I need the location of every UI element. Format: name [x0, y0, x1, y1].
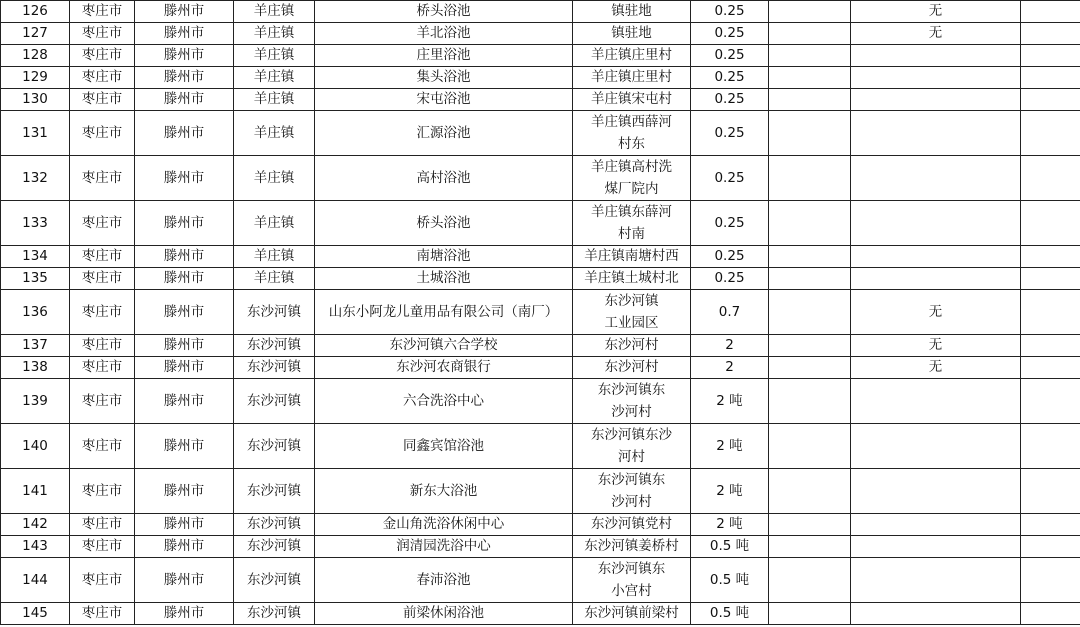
blank-cell	[1021, 111, 1080, 156]
unit-name-cell: 庄里浴池	[315, 45, 573, 67]
unit-name-cell: 金山角洗浴休闲中心	[315, 514, 573, 536]
address-line: 村南	[618, 226, 645, 242]
address-line: 羊庄镇东薛河	[591, 204, 672, 220]
address-line: 煤厂院内	[604, 181, 659, 197]
town-cell: 东沙河镇	[234, 379, 315, 424]
unit-name-cell: 集头浴池	[315, 67, 573, 89]
address-line: 羊庄镇宋屯村	[591, 91, 672, 107]
county-cell: 滕州市	[135, 536, 234, 558]
city-cell: 枣庄市	[70, 379, 135, 424]
blank-cell	[769, 379, 851, 424]
address-line: 东沙河镇东	[597, 472, 666, 488]
row-number: 138	[1, 357, 70, 379]
town-cell: 羊庄镇	[234, 268, 315, 290]
remark-cell	[851, 558, 1021, 603]
address-cell	[573, 268, 691, 290]
address-cell	[573, 469, 691, 514]
unit-name-cell: 桥头浴池	[315, 201, 573, 246]
address-line: 东沙河镇东	[597, 561, 666, 577]
blank-cell	[769, 514, 851, 536]
blank-cell	[769, 558, 851, 603]
remark-cell: 无	[851, 335, 1021, 357]
unit-name-cell: 六合洗浴中心	[315, 379, 573, 424]
table-row	[1, 469, 1080, 514]
remark-cell	[851, 111, 1021, 156]
city-cell: 枣庄市	[70, 335, 135, 357]
address-cell	[573, 290, 691, 335]
address-cell	[573, 357, 691, 379]
address-line: 东沙河镇党村	[591, 516, 672, 532]
county-cell: 滕州市	[135, 357, 234, 379]
town-cell: 东沙河镇	[234, 558, 315, 603]
scale-cell: 0.25	[691, 156, 769, 201]
town-cell: 羊庄镇	[234, 23, 315, 45]
address-cell	[573, 156, 691, 201]
blank-cell	[1021, 536, 1080, 558]
unit-name-cell: 桥头浴池	[315, 1, 573, 23]
blank-cell	[1021, 156, 1080, 201]
unit-name-cell: 宋屯浴池	[315, 89, 573, 111]
town-cell: 羊庄镇	[234, 111, 315, 156]
scale-cell: 0.5 吨	[691, 558, 769, 603]
row-number: 135	[1, 268, 70, 290]
address-line: 羊庄镇高村洗	[591, 159, 672, 175]
remark-cell: 无	[851, 1, 1021, 23]
address-line: 东沙河镇	[604, 293, 659, 309]
county-cell: 滕州市	[135, 1, 234, 23]
blank-cell	[1021, 268, 1080, 290]
address-line: 沙河村	[611, 404, 652, 420]
city-cell: 枣庄市	[70, 536, 135, 558]
town-cell: 羊庄镇	[234, 67, 315, 89]
row-number: 136	[1, 290, 70, 335]
table-row	[1, 514, 1080, 536]
remark-cell	[851, 201, 1021, 246]
remark-cell	[851, 268, 1021, 290]
address-line: 小宫村	[611, 583, 652, 599]
town-cell: 东沙河镇	[234, 424, 315, 469]
county-cell: 滕州市	[135, 89, 234, 111]
blank-cell	[769, 469, 851, 514]
row-number: 143	[1, 536, 70, 558]
blank-cell	[1021, 558, 1080, 603]
blank-cell	[769, 246, 851, 268]
county-cell: 滕州市	[135, 335, 234, 357]
remark-cell	[851, 89, 1021, 111]
blank-cell	[769, 603, 851, 625]
address-cell	[573, 514, 691, 536]
address-line: 羊庄镇土城村北	[584, 270, 679, 286]
unit-name-cell: 润清园洗浴中心	[315, 536, 573, 558]
table-row	[1, 379, 1080, 424]
county-cell: 滕州市	[135, 290, 234, 335]
remark-cell: 无	[851, 357, 1021, 379]
remark-cell	[851, 536, 1021, 558]
unit-name-cell: 高村浴池	[315, 156, 573, 201]
unit-name-cell: 前梁休闲浴池	[315, 603, 573, 625]
remark-cell	[851, 379, 1021, 424]
table-row	[1, 268, 1080, 290]
city-cell: 枣庄市	[70, 1, 135, 23]
address-cell	[573, 89, 691, 111]
remark-cell	[851, 424, 1021, 469]
city-cell: 枣庄市	[70, 89, 135, 111]
address-cell	[573, 201, 691, 246]
row-number: 141	[1, 469, 70, 514]
town-cell: 东沙河镇	[234, 536, 315, 558]
city-cell: 枣庄市	[70, 246, 135, 268]
blank-cell	[769, 536, 851, 558]
county-cell: 滕州市	[135, 379, 234, 424]
county-cell: 滕州市	[135, 268, 234, 290]
blank-cell	[1021, 67, 1080, 89]
table-row	[1, 201, 1080, 246]
scale-cell: 2 吨	[691, 514, 769, 536]
unit-name-cell: 东沙河农商银行	[315, 357, 573, 379]
address-cell	[573, 246, 691, 268]
county-cell: 滕州市	[135, 603, 234, 625]
county-cell: 滕州市	[135, 469, 234, 514]
table-row	[1, 246, 1080, 268]
address-line: 东沙河镇东沙	[591, 427, 672, 443]
row-number: 139	[1, 379, 70, 424]
city-cell: 枣庄市	[70, 23, 135, 45]
address-line: 羊庄镇庄里村	[591, 69, 672, 85]
table-row	[1, 45, 1080, 67]
remark-cell	[851, 156, 1021, 201]
blank-cell	[769, 424, 851, 469]
table-row	[1, 290, 1080, 335]
table-row	[1, 424, 1080, 469]
blank-cell	[769, 201, 851, 246]
table-row	[1, 603, 1080, 625]
table-row	[1, 1, 1080, 23]
remark-cell: 无	[851, 23, 1021, 45]
blank-cell	[769, 1, 851, 23]
remark-cell: 无	[851, 290, 1021, 335]
scale-cell: 0.25	[691, 201, 769, 246]
row-number: 126	[1, 1, 70, 23]
remark-cell	[851, 45, 1021, 67]
unit-name-cell: 山东小阿龙儿童用品有限公司（南厂）	[315, 290, 573, 335]
address-cell	[573, 536, 691, 558]
blank-cell	[769, 357, 851, 379]
address-line: 东沙河镇东	[597, 382, 666, 398]
town-cell: 羊庄镇	[234, 246, 315, 268]
county-cell: 滕州市	[135, 246, 234, 268]
address-line: 镇驻地	[611, 25, 652, 41]
address-line: 村东	[618, 136, 645, 152]
blank-cell	[769, 268, 851, 290]
city-cell: 枣庄市	[70, 201, 135, 246]
address-cell	[573, 424, 691, 469]
blank-cell	[769, 89, 851, 111]
town-cell: 东沙河镇	[234, 290, 315, 335]
unit-name-cell: 南塘浴池	[315, 246, 573, 268]
table-row	[1, 111, 1080, 156]
blank-cell	[769, 45, 851, 67]
scale-cell: 0.25	[691, 111, 769, 156]
city-cell: 枣庄市	[70, 156, 135, 201]
address-line: 羊庄镇西薛河	[591, 114, 672, 130]
town-cell: 东沙河镇	[234, 603, 315, 625]
table-row	[1, 89, 1080, 111]
address-line: 东沙河村	[604, 359, 659, 375]
blank-cell	[1021, 201, 1080, 246]
blank-cell	[1021, 469, 1080, 514]
address-cell	[573, 111, 691, 156]
city-cell: 枣庄市	[70, 469, 135, 514]
address-cell	[573, 335, 691, 357]
address-line: 沙河村	[611, 494, 652, 510]
blank-cell	[769, 335, 851, 357]
unit-name-cell: 春沛浴池	[315, 558, 573, 603]
remark-cell	[851, 603, 1021, 625]
row-number: 131	[1, 111, 70, 156]
address-cell	[573, 379, 691, 424]
row-number: 144	[1, 558, 70, 603]
unit-name-cell: 同鑫宾馆浴池	[315, 424, 573, 469]
scale-cell: 0.5 吨	[691, 536, 769, 558]
city-cell: 枣庄市	[70, 111, 135, 156]
city-cell: 枣庄市	[70, 268, 135, 290]
county-cell: 滕州市	[135, 45, 234, 67]
town-cell: 东沙河镇	[234, 335, 315, 357]
row-number: 142	[1, 514, 70, 536]
scale-cell: 0.25	[691, 45, 769, 67]
blank-cell	[1021, 23, 1080, 45]
table-row	[1, 357, 1080, 379]
unit-name-cell: 东沙河镇六合学校	[315, 335, 573, 357]
remark-cell	[851, 469, 1021, 514]
scale-cell: 2 吨	[691, 469, 769, 514]
blank-cell	[1021, 246, 1080, 268]
county-cell: 滕州市	[135, 201, 234, 246]
city-cell: 枣庄市	[70, 45, 135, 67]
unit-name-cell: 汇源浴池	[315, 111, 573, 156]
town-cell: 羊庄镇	[234, 156, 315, 201]
address-line: 东沙河村	[604, 337, 659, 353]
scale-cell: 0.7	[691, 290, 769, 335]
row-number: 133	[1, 201, 70, 246]
blank-cell	[1021, 1, 1080, 23]
scale-cell: 0.25	[691, 1, 769, 23]
table-row	[1, 156, 1080, 201]
county-cell: 滕州市	[135, 23, 234, 45]
scale-cell: 2 吨	[691, 379, 769, 424]
city-cell: 枣庄市	[70, 514, 135, 536]
blank-cell	[1021, 290, 1080, 335]
remark-cell	[851, 246, 1021, 268]
blank-cell	[769, 290, 851, 335]
unit-name-cell: 羊北浴池	[315, 23, 573, 45]
address-cell	[573, 67, 691, 89]
county-cell: 滕州市	[135, 156, 234, 201]
blank-cell	[1021, 335, 1080, 357]
address-line: 东沙河镇姜桥村	[584, 538, 679, 554]
table-row	[1, 558, 1080, 603]
table-row	[1, 536, 1080, 558]
county-cell: 滕州市	[135, 514, 234, 536]
address-cell	[573, 23, 691, 45]
address-line: 河村	[618, 449, 645, 465]
city-cell: 枣庄市	[70, 558, 135, 603]
address-line: 镇驻地	[611, 3, 652, 19]
row-number: 145	[1, 603, 70, 625]
town-cell: 羊庄镇	[234, 1, 315, 23]
town-cell: 东沙河镇	[234, 357, 315, 379]
table-row	[1, 67, 1080, 89]
county-cell: 滕州市	[135, 424, 234, 469]
address-line: 羊庄镇南塘村西	[584, 248, 679, 264]
address-line: 羊庄镇庄里村	[591, 47, 672, 63]
blank-cell	[1021, 603, 1080, 625]
blank-cell	[1021, 45, 1080, 67]
city-cell: 枣庄市	[70, 67, 135, 89]
unit-name-cell: 新东大浴池	[315, 469, 573, 514]
town-cell: 羊庄镇	[234, 89, 315, 111]
town-cell: 羊庄镇	[234, 201, 315, 246]
remark-cell	[851, 514, 1021, 536]
scale-cell: 2	[691, 357, 769, 379]
town-cell: 东沙河镇	[234, 469, 315, 514]
blank-cell	[1021, 89, 1080, 111]
scale-cell: 0.25	[691, 67, 769, 89]
address-cell	[573, 45, 691, 67]
remark-cell	[851, 67, 1021, 89]
blank-cell	[1021, 379, 1080, 424]
blank-cell	[769, 67, 851, 89]
city-cell: 枣庄市	[70, 357, 135, 379]
town-cell: 东沙河镇	[234, 514, 315, 536]
blank-cell	[769, 156, 851, 201]
row-number: 130	[1, 89, 70, 111]
blank-cell	[769, 23, 851, 45]
row-number: 132	[1, 156, 70, 201]
town-cell: 羊庄镇	[234, 45, 315, 67]
address-line: 东沙河镇前梁村	[584, 605, 679, 621]
city-cell: 枣庄市	[70, 290, 135, 335]
county-cell: 滕州市	[135, 67, 234, 89]
row-number: 129	[1, 67, 70, 89]
blank-cell	[1021, 424, 1080, 469]
scale-cell: 0.25	[691, 23, 769, 45]
table-row	[1, 335, 1080, 357]
county-cell: 滕州市	[135, 111, 234, 156]
table-body	[1, 1, 1080, 625]
scale-cell: 0.5 吨	[691, 603, 769, 625]
blank-cell	[1021, 357, 1080, 379]
county-cell: 滕州市	[135, 558, 234, 603]
row-number: 140	[1, 424, 70, 469]
row-number: 128	[1, 45, 70, 67]
city-cell: 枣庄市	[70, 603, 135, 625]
scale-cell: 0.25	[691, 89, 769, 111]
address-cell	[573, 1, 691, 23]
row-number: 137	[1, 335, 70, 357]
row-number: 127	[1, 23, 70, 45]
row-number: 134	[1, 246, 70, 268]
scale-cell: 0.25	[691, 268, 769, 290]
address-cell	[573, 603, 691, 625]
scale-cell: 2 吨	[691, 424, 769, 469]
scale-cell: 2	[691, 335, 769, 357]
scale-cell: 0.25	[691, 246, 769, 268]
unit-name-cell: 土城浴池	[315, 268, 573, 290]
address-cell	[573, 558, 691, 603]
city-cell: 枣庄市	[70, 424, 135, 469]
blank-cell	[769, 111, 851, 156]
address-line: 工业园区	[604, 315, 659, 331]
blank-cell	[1021, 514, 1080, 536]
table-row	[1, 23, 1080, 45]
